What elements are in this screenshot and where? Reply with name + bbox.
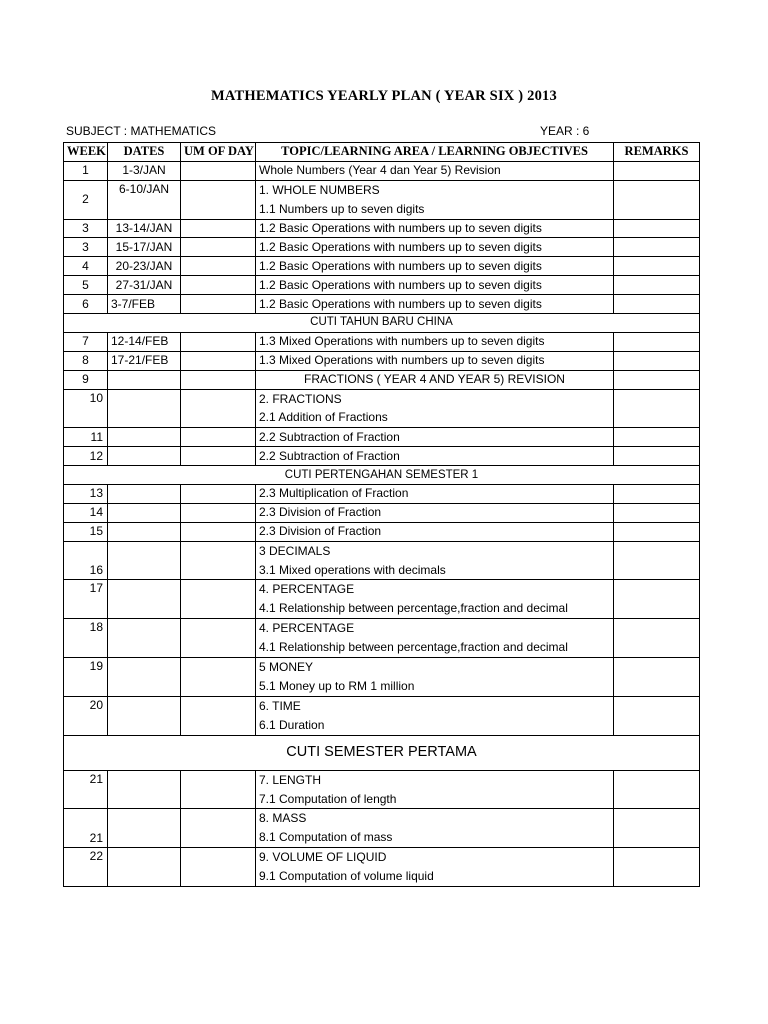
- remarks-cell: [614, 219, 700, 238]
- table-row: [64, 696, 700, 735]
- week-cell: 17: [64, 580, 108, 619]
- topic-line: 8.1 Computation of mass: [259, 830, 393, 845]
- dates-cell: 3-7/FEB: [108, 295, 181, 314]
- num-of-day-cell: [181, 276, 256, 295]
- dates-cell: 17-21/FEB: [108, 351, 181, 370]
- num-of-day-cell: [181, 696, 256, 735]
- topic-line: 1.3 Mixed Operations with numbers up to seven digits: [259, 334, 545, 349]
- holiday-label: CUTI PERTENGAHAN SEMESTER 1: [64, 466, 700, 485]
- topic-cell: [256, 809, 614, 848]
- week-cell: 2: [64, 180, 108, 219]
- week-cell: 12: [64, 447, 108, 466]
- table-row: [64, 238, 700, 257]
- topic-line: Whole Numbers (Year 4 dan Year 5) Revision: [259, 163, 501, 178]
- remarks-cell: [614, 295, 700, 314]
- topic-line: 1. WHOLE NUMBERS: [259, 182, 380, 197]
- dates-cell: 1-3/JAN: [108, 161, 181, 180]
- dates-cell: [108, 428, 181, 447]
- num-of-day-cell: [181, 389, 256, 428]
- topic-cell: [256, 541, 614, 580]
- num-of-day-cell: [181, 238, 256, 257]
- table-row: [64, 580, 700, 619]
- num-of-day-cell: [181, 161, 256, 180]
- remarks-cell: [614, 370, 700, 389]
- num-of-day-cell: [181, 351, 256, 370]
- yearly-plan-table: [63, 142, 700, 887]
- topic-cell: [256, 696, 614, 735]
- topic-cell: [256, 351, 614, 370]
- topic-cell: [256, 447, 614, 466]
- topic-line: 3.1 Mixed operations with decimals: [259, 562, 446, 577]
- week-cell: 20: [64, 696, 108, 735]
- topic-line: 2.3 Multiplication of Fraction: [259, 486, 409, 501]
- week-cell: 15: [64, 522, 108, 541]
- table-row: [64, 332, 700, 351]
- topic-line: 4. PERCENTAGE: [259, 582, 355, 597]
- num-of-day-cell: [181, 219, 256, 238]
- table-row: [64, 770, 700, 809]
- week-cell: 19: [64, 658, 108, 697]
- dates-cell: [108, 503, 181, 522]
- year-label: YEAR : 6: [540, 124, 590, 138]
- num-of-day-cell: [181, 770, 256, 809]
- header-topic: TOPIC/LEARNING AREA / LEARNING OBJECTIVES: [256, 143, 614, 162]
- topic-line: 1.2 Basic Operations with numbers up to seven digits: [259, 258, 542, 273]
- week-cell: 16: [64, 541, 108, 580]
- topic-line: FRACTIONS ( YEAR 4 AND YEAR 5) REVISION: [304, 372, 565, 387]
- topic-line: 1.1 Numbers up to seven digits: [259, 201, 425, 216]
- holiday-row: [64, 314, 700, 333]
- remarks-cell: [614, 351, 700, 370]
- num-of-day-cell: [181, 848, 256, 887]
- topic-cell: [256, 257, 614, 276]
- table-row: [64, 389, 700, 428]
- num-of-day-cell: [181, 257, 256, 276]
- topic-line: 2.2 Subtraction of Fraction: [259, 429, 400, 444]
- topic-line: 7. LENGTH: [259, 772, 322, 787]
- header-week: WEEK: [64, 143, 108, 162]
- topic-line: 5.1 Money up to RM 1 million: [259, 678, 415, 693]
- remarks-cell: [614, 332, 700, 351]
- dates-cell: [108, 370, 181, 389]
- topic-cell: [256, 180, 614, 219]
- topic-line: 2.1 Addition of Fractions: [259, 410, 388, 425]
- remarks-cell: [614, 238, 700, 257]
- remarks-cell: [614, 161, 700, 180]
- topic-line: 9. VOLUME OF LIQUID: [259, 850, 387, 865]
- table-row: [64, 370, 700, 389]
- remarks-cell: [614, 485, 700, 504]
- week-cell: 3: [64, 238, 108, 257]
- num-of-day-cell: [181, 428, 256, 447]
- remarks-cell: [614, 809, 700, 848]
- table-row: [64, 809, 700, 848]
- topic-cell: [256, 848, 614, 887]
- week-cell: 8: [64, 351, 108, 370]
- remarks-cell: [614, 848, 700, 887]
- topic-line: 6. TIME: [259, 698, 301, 713]
- dates-cell: 6-10/JAN: [108, 180, 181, 219]
- topic-line: 6.1 Duration: [259, 717, 325, 732]
- week-cell: 9: [64, 370, 108, 389]
- topic-cell: [256, 658, 614, 697]
- topic-cell: [256, 619, 614, 658]
- remarks-cell: [614, 658, 700, 697]
- week-cell: 18: [64, 619, 108, 658]
- table-row: [64, 351, 700, 370]
- table-row: [64, 541, 700, 580]
- table-row: [64, 522, 700, 541]
- week-cell: 11: [64, 428, 108, 447]
- remarks-cell: [614, 541, 700, 580]
- header-num-of-day: UM OF DAY: [181, 143, 256, 162]
- dates-cell: 27-31/JAN: [108, 276, 181, 295]
- dates-cell: [108, 619, 181, 658]
- num-of-day-cell: [181, 180, 256, 219]
- topic-line: 2.2 Subtraction of Fraction: [259, 448, 400, 463]
- topic-cell: [256, 219, 614, 238]
- remarks-cell: [614, 503, 700, 522]
- table-row: [64, 485, 700, 504]
- table-row: [64, 219, 700, 238]
- dates-cell: [108, 770, 181, 809]
- remarks-cell: [614, 580, 700, 619]
- topic-line: 8. MASS: [259, 811, 307, 826]
- dates-cell: [108, 809, 181, 848]
- topic-line: 7.1 Computation of length: [259, 791, 397, 806]
- remarks-cell: [614, 276, 700, 295]
- topic-cell: [256, 370, 614, 389]
- remarks-cell: [614, 619, 700, 658]
- table-row: [64, 180, 700, 219]
- topic-cell: [256, 295, 614, 314]
- dates-cell: [108, 658, 181, 697]
- dates-cell: 20-23/JAN: [108, 257, 181, 276]
- num-of-day-cell: [181, 447, 256, 466]
- dates-cell: 13-14/JAN: [108, 219, 181, 238]
- header-dates: DATES: [108, 143, 181, 162]
- week-cell: 21: [64, 770, 108, 809]
- topic-line: 9.1 Computation of volume liquid: [259, 869, 434, 884]
- week-cell: 7: [64, 332, 108, 351]
- dates-cell: 12-14/FEB: [108, 332, 181, 351]
- subject-label: SUBJECT : MATHEMATICS: [66, 124, 217, 138]
- topic-cell: [256, 238, 614, 257]
- dates-cell: [108, 848, 181, 887]
- dates-cell: 15-17/JAN: [108, 238, 181, 257]
- table-header-row: [64, 143, 700, 162]
- dates-cell: [108, 696, 181, 735]
- topic-cell: [256, 389, 614, 428]
- dates-cell: [108, 580, 181, 619]
- week-cell: 22: [64, 848, 108, 887]
- remarks-cell: [614, 447, 700, 466]
- topic-cell: [256, 485, 614, 504]
- num-of-day-cell: [181, 332, 256, 351]
- topic-line: 3 DECIMALS: [259, 543, 331, 558]
- topic-line: 1.3 Mixed Operations with numbers up to seven digits: [259, 353, 545, 368]
- remarks-cell: [614, 389, 700, 428]
- week-cell: 14: [64, 503, 108, 522]
- table-row: [64, 295, 700, 314]
- dates-cell: [108, 389, 181, 428]
- topic-line: 1.2 Basic Operations with numbers up to seven digits: [259, 277, 542, 292]
- table-row: [64, 848, 700, 887]
- num-of-day-cell: [181, 370, 256, 389]
- table-row: [64, 161, 700, 180]
- table-row: [64, 658, 700, 697]
- topic-cell: [256, 580, 614, 619]
- num-of-day-cell: [181, 619, 256, 658]
- dates-cell: [108, 447, 181, 466]
- topic-cell: [256, 276, 614, 295]
- topic-line: 5 MONEY: [259, 660, 314, 675]
- topic-cell: [256, 770, 614, 809]
- week-cell: 5: [64, 276, 108, 295]
- remarks-cell: [614, 180, 700, 219]
- remarks-cell: [614, 257, 700, 276]
- topic-cell: [256, 332, 614, 351]
- topic-cell: [256, 522, 614, 541]
- week-cell: 4: [64, 257, 108, 276]
- week-cell: 13: [64, 485, 108, 504]
- dates-cell: [108, 485, 181, 504]
- num-of-day-cell: [181, 503, 256, 522]
- table-body: [64, 161, 700, 886]
- remarks-cell: [614, 696, 700, 735]
- num-of-day-cell: [181, 658, 256, 697]
- topic-line: 2.3 Division of Fraction: [259, 505, 382, 520]
- week-cell: 6: [64, 295, 108, 314]
- topic-line: 1.2 Basic Operations with numbers up to seven digits: [259, 296, 542, 311]
- week-cell: 21: [64, 809, 108, 848]
- table-row: [64, 276, 700, 295]
- dates-cell: [108, 541, 181, 580]
- table-row: [64, 503, 700, 522]
- topic-line: 4.1 Relationship between percentage,fraction and decimal: [259, 640, 568, 655]
- topic-cell: [256, 161, 614, 180]
- header-remarks: REMARKS: [614, 143, 700, 162]
- topic-cell: [256, 503, 614, 522]
- table-row: [64, 428, 700, 447]
- holiday-row: [64, 735, 700, 770]
- topic-line: 2.3 Division of Fraction: [259, 524, 382, 539]
- topic-line: 1.2 Basic Operations with numbers up to seven digits: [259, 221, 542, 235]
- holiday-label: CUTI SEMESTER PERTAMA: [64, 735, 700, 770]
- remarks-cell: [614, 428, 700, 447]
- topic-line: 2. FRACTIONS: [259, 391, 342, 406]
- num-of-day-cell: [181, 295, 256, 314]
- topic-line: 4. PERCENTAGE: [259, 621, 355, 636]
- num-of-day-cell: [181, 580, 256, 619]
- remarks-cell: [614, 522, 700, 541]
- num-of-day-cell: [181, 809, 256, 848]
- num-of-day-cell: [181, 522, 256, 541]
- holiday-label: CUTI TAHUN BARU CHINA: [64, 314, 700, 333]
- table-row: [64, 257, 700, 276]
- dates-cell: [108, 522, 181, 541]
- table-row: [64, 447, 700, 466]
- page-title: MATHEMATICS YEARLY PLAN ( YEAR SIX ) 2013: [211, 88, 557, 104]
- week-cell: 1: [64, 161, 108, 180]
- week-cell: 3: [64, 219, 108, 238]
- topic-line: 4.1 Relationship between percentage,fraction and decimal: [259, 601, 568, 616]
- table-row: [64, 619, 700, 658]
- topic-line: 1.2 Basic Operations with numbers up to seven digits: [259, 239, 542, 254]
- holiday-row: [64, 466, 700, 485]
- num-of-day-cell: [181, 541, 256, 580]
- remarks-cell: [614, 770, 700, 809]
- num-of-day-cell: [181, 485, 256, 504]
- topic-cell: [256, 428, 614, 447]
- week-cell: 10: [64, 389, 108, 428]
